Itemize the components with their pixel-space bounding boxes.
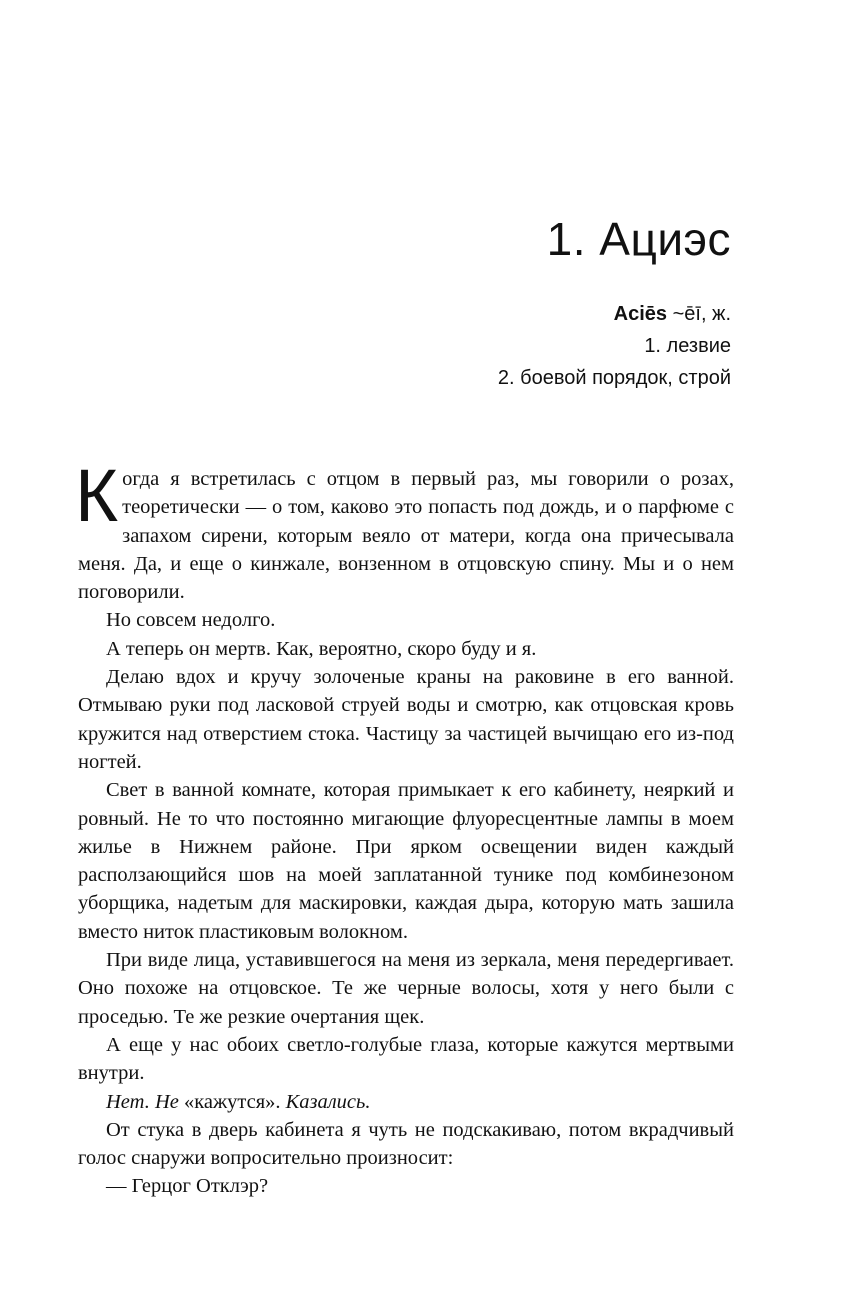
epigraph-grammar: ~ēī, ж. (667, 303, 731, 325)
paragraph-2: Но совсем недолго. (106, 609, 276, 632)
paragraph-8 (78, 1088, 734, 1116)
paragraph-8-italic-a: Нет. Не (106, 1090, 184, 1113)
paragraph-5: Свет в ванной комнате, которая примыкает к его кабинету, неяркий и ровный. Не то что постоянно мигающие флуоресцентные лампы в моем жилье в Нижнем районе. При ярком освещении виден каждый расползающийся шов на моей заплатанной тунике под комбинезоном уборщика, надетым для маскировки, каждая дыра, которую мать зашила вместо ниток пластиковым волокном. (78, 779, 734, 943)
epigraph-definition-2: 2. боевой порядок, строй (497, 367, 731, 389)
dictionary-entry (498, 298, 731, 330)
drop-cap: К (75, 454, 119, 537)
paragraph-8-plain: «кажутся». (183, 1090, 286, 1113)
paragraph-6: При виде лица, уставившегося на меня из зеркала, меня передергивает. Оно похоже на отцовское. Те же черные волосы, хотя у него были с проседью. Те же резкие очертания щек. (78, 949, 734, 1028)
paragraph-9: От стука в дверь кабинета я чуть не подскакиваю, потом вкрадчивый голос снаружи вопросительно произносит: (78, 1118, 734, 1170)
paragraph-10: — Герцог Отклэр? (106, 1175, 269, 1198)
paragraph-4: Делаю вдох и кручу золоченые краны на раковине в его ванной. Отмываю руки под ласковой струей воды и смотрю, как отцовская кровь кружится над отверстием стока. Частицу за частицей вычищаю его из-под ногтей. (78, 666, 734, 773)
chapter-body (75, 454, 734, 1201)
epigraph-headword: Aciēs (613, 303, 668, 325)
paragraph-7: А еще у нас обоих светло-голубые глаза, которые кажутся мертвыми внутри. (78, 1033, 734, 1085)
paragraph-1-text: огда я встретилась с отцом в первый раз, мы говорили о розах, теоретически — о том, каково это попасть под дождь, и о парфюме с запахом сирени, которым веяло от матери, когда она причесывала меня. Да, и еще о кинжале, вонзенном в отцовскую спину. Мы и о нем поговорили. (78, 468, 734, 604)
epigraph-definition-1: 1. лезвие (644, 335, 731, 357)
epigraph (498, 298, 731, 394)
chapter-title: 1. Ациэс (546, 213, 731, 265)
paragraph-3: А теперь он мертв. Как, вероятно, скоро буду и я. (106, 637, 537, 660)
paragraph-1 (75, 454, 734, 606)
paragraph-8-italic-b: Казались. (285, 1090, 371, 1113)
